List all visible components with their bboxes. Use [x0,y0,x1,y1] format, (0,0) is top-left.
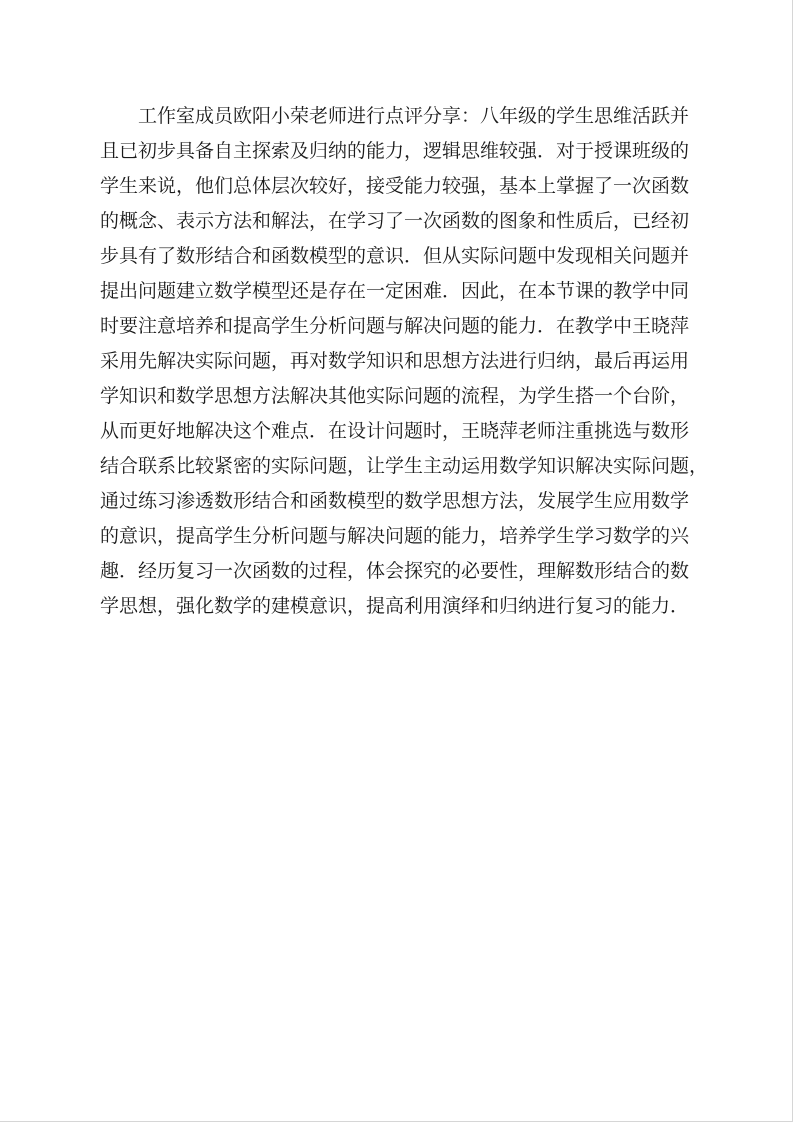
paragraph-line-2: 且已初步具备自主探索及归纳的能力，逻辑思维较强．对于授课班级的 [100,140,690,162]
paragraph-line-8: 采用先解决实际问题，再对数学知识和思想方法进行归纳，最后再运用 [100,350,690,372]
paragraph-line-14: 趣．经历复习一次函数的过程，体会探究的必要性，理解数形结合的数 [100,560,690,582]
paragraph-line-15: 学思想，强化数学的建模意识，提高利用演绎和归纳进行复习的能力． [100,595,690,617]
paragraph-line-6: 提出问题建立数学模型还是存在一定困难．因此，在本节课的教学中同 [100,280,690,302]
paragraph-line-11: 结合联系比较紧密的实际问题，让学生主动运用数学知识解决实际问题， [100,455,709,477]
paragraph-line-5: 步具有了数形结合和函数模型的意识．但从实际问题中发现相关问题并 [100,245,690,267]
paragraph-line-13: 的意识，提高学生分析问题与解决问题的能力，培养学生学习数学的兴 [100,525,690,547]
paragraph-line-1: 工作室成员欧阳小荣老师进行点评分享：八年级的学生思维活跃并 [138,105,690,127]
paragraph-line-10: 从而更好地解决这个难点．在设计问题时，王晓萍老师注重挑选与数形 [100,420,690,442]
paragraph-line-3: 学生来说，他们总体层次较好，接受能力较强，基本上掌握了一次函数 [100,175,690,197]
paragraph-line-9: 学知识和数学思想方法解决其他实际问题的流程，为学生搭一个台阶， [100,385,690,407]
paragraph-line-4: 的概念、表示方法和解法，在学习了一次函数的图象和性质后，已经初 [100,210,690,232]
paragraph-line-7: 时要注意培养和提高学生分析问题与解决问题的能力．在教学中王晓萍 [100,315,690,337]
paragraph-line-12: 通过练习渗透数形结合和函数模型的数学思想方法，发展学生应用数学 [100,490,690,512]
